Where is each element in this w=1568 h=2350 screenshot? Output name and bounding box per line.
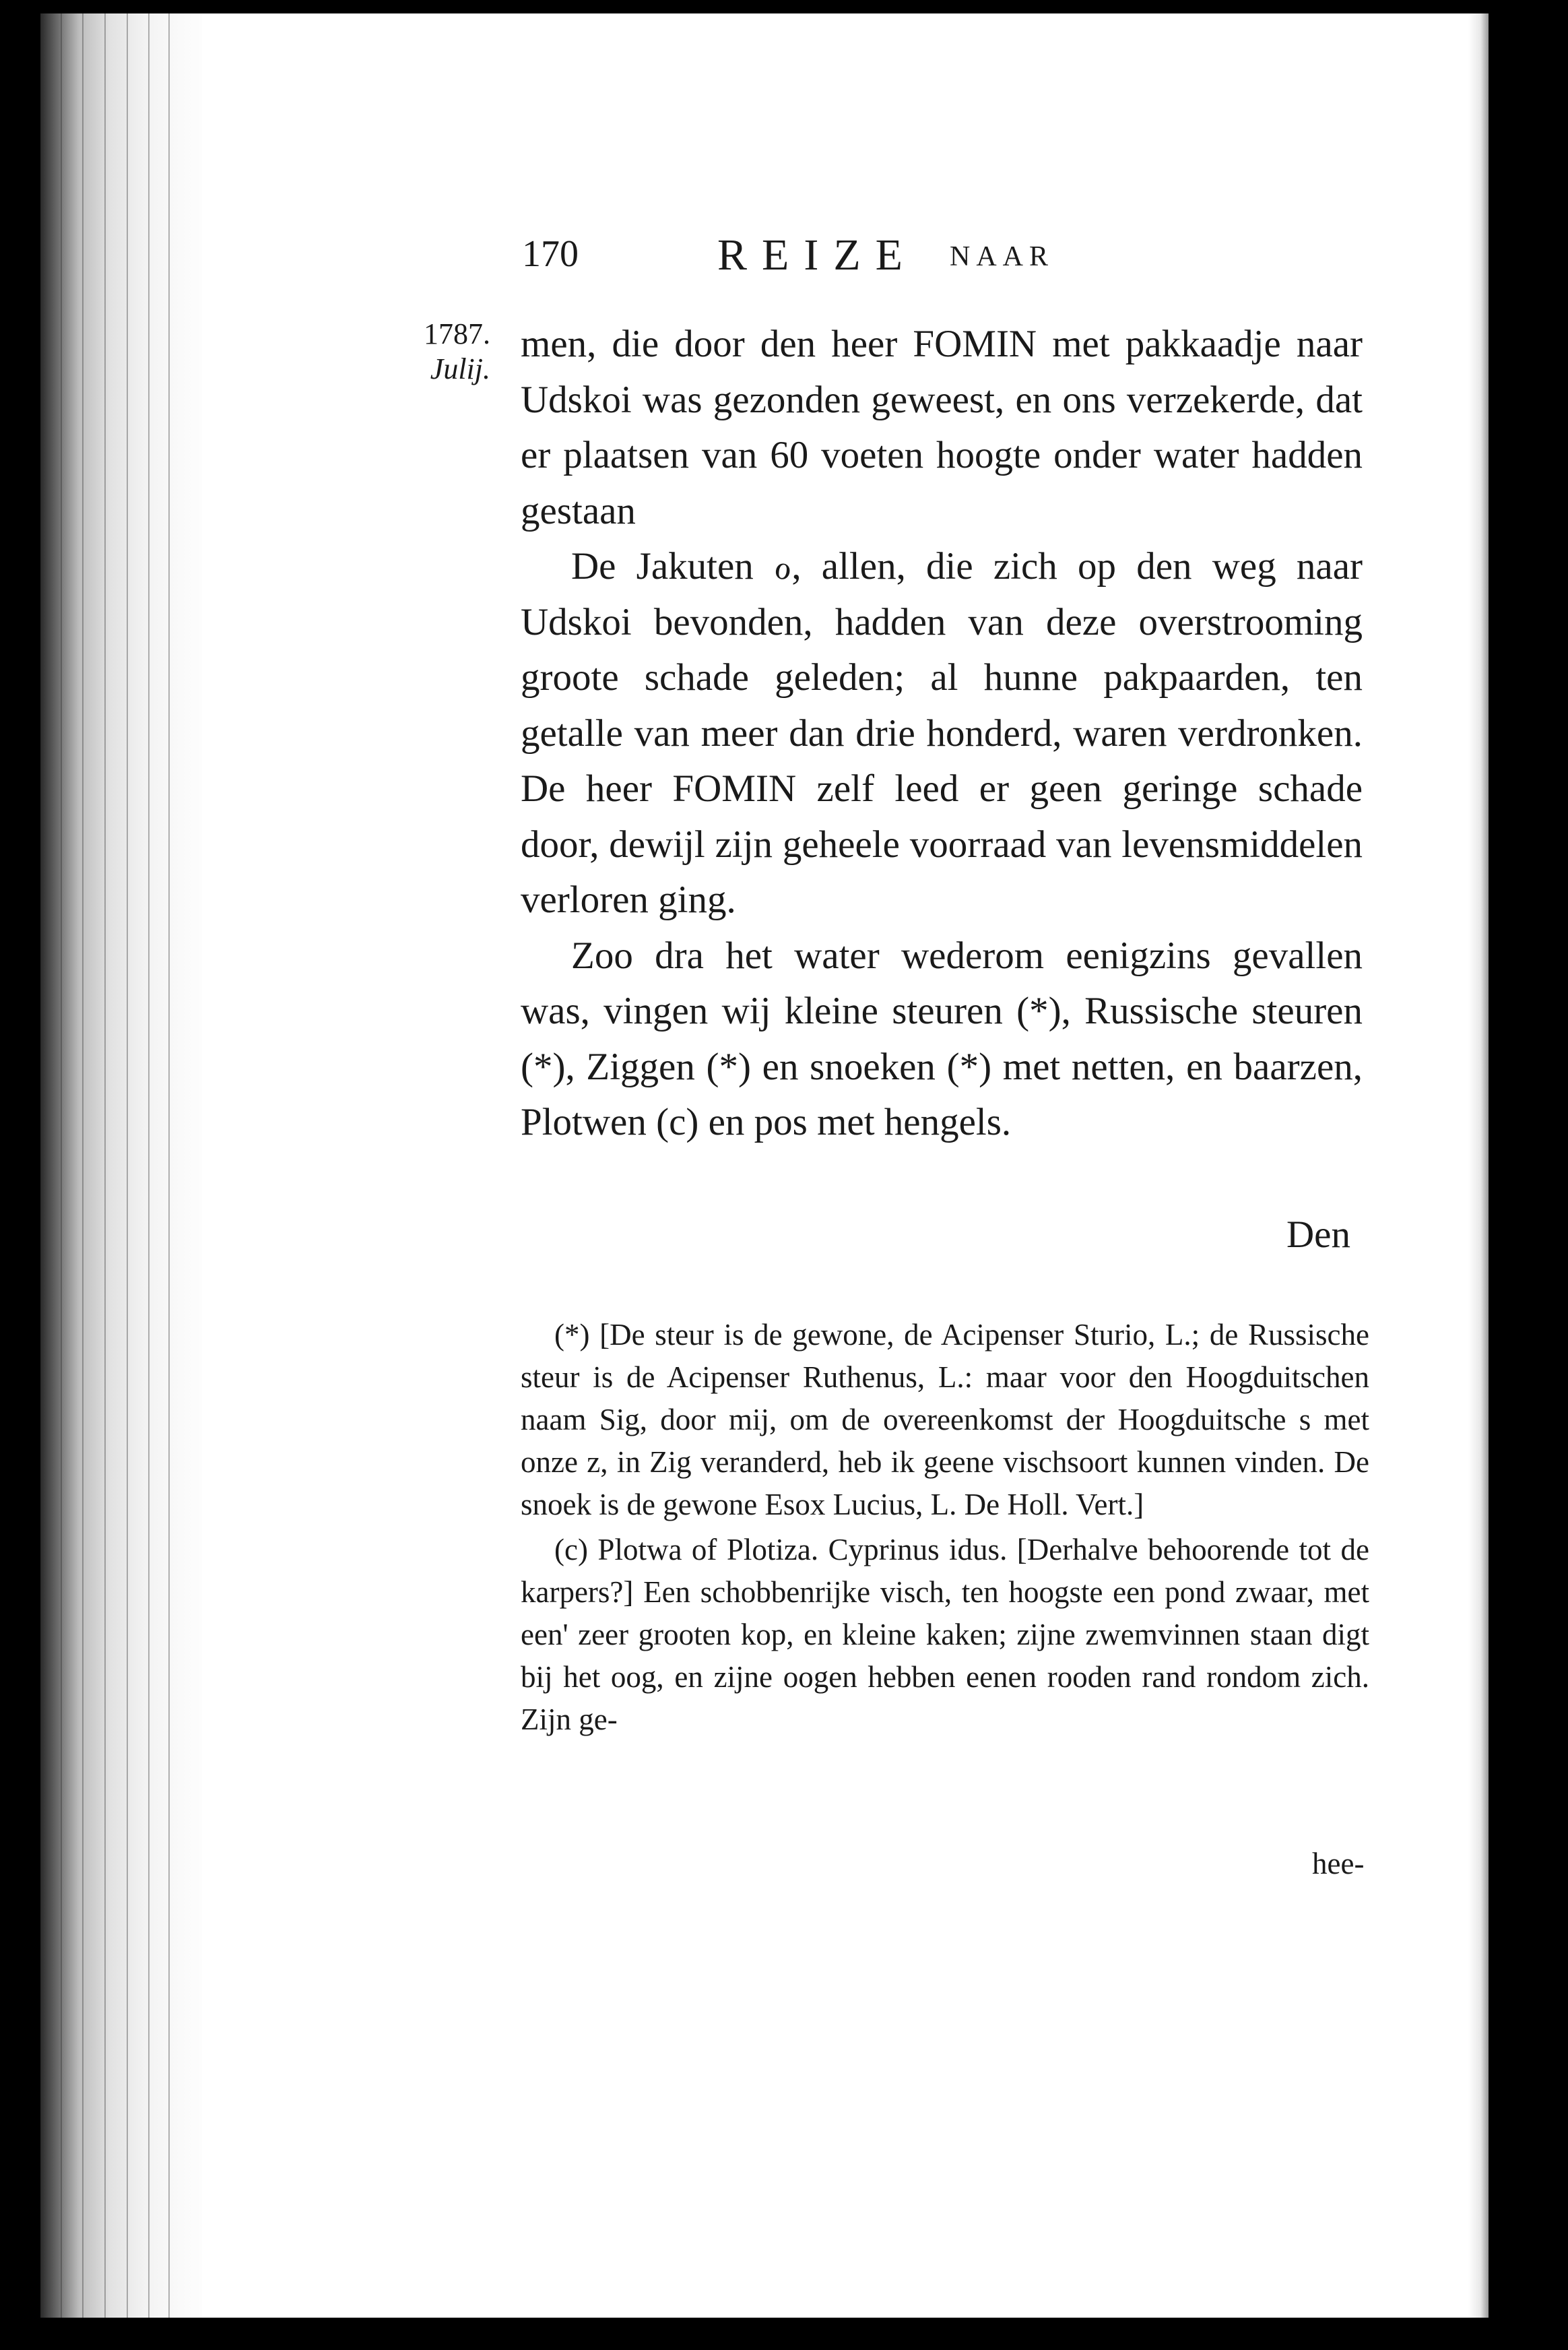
running-title-suffix: NAAR	[950, 241, 1055, 272]
footnotes	[521, 1314, 1369, 1741]
paragraph-3: Zoo dra het water wederom eenigzins gevallen was, vingen wij kleine steuren (*), Russische steuren (*), Ziggen (*) en snoeken (*) met netten, en baarzen, Plotwen (c) en pos met hengels.	[521, 934, 1363, 1143]
page-edges	[40, 13, 216, 2318]
paragraph-1: men, die door den heer FOMIN met pakkaadje naar Udskoi was gezonden geweest, en ons verzekerde, dat er plaatsen van 60 voeten hoogte onder water hadden gestaan	[521, 323, 1363, 532]
margin-note	[383, 317, 490, 387]
footnote-2: (c) Plotwa of Plotiza. Cyprinus idus. [Derhalve behoorende tot de karpers?] Een schobbenrijke visch, ten hoogste een pond zwaar, met een' zeer grooten kop, en kleine kaken; zijne zwemvinnen staan digt bij het oog, en zijne oogen hebben eenen rooden rand rondom zich. Zijn ge-	[521, 1533, 1369, 1736]
scan-border	[1489, 0, 1568, 2350]
footnote-catchword: hee-	[1312, 1847, 1365, 1880]
running-title: REIZE	[717, 230, 917, 280]
page-right-edge	[1468, 13, 1489, 2318]
margin-year: 1787.	[424, 317, 490, 350]
margin-month: Julij.	[430, 352, 490, 385]
main-text	[521, 317, 1363, 1151]
footnote-1: (*) [De steur is de gewone, de Acipenser Sturio, L.; de Russische steur is de Acipenser Ruthenus, L.: maar voor den Hoogduitschen naam Sig, door mij, om de overeenkomst der Hoogduitsche s met onze z, in Zig veranderd, heb ik geene vischsoort kunnen vinden. De snoek is de gewone Esox Lucius, L. De Holl. Vert.]	[521, 1318, 1369, 1521]
catchword: Den	[1286, 1213, 1350, 1256]
page-number: 170	[522, 233, 579, 275]
paragraph-2: De Jakuten ℴ, allen, die zich op den weg naar Udskoi bevonden, hadden van deze overstrooming groote schade geleden; al hunne pakpaarden, ten getalle van meer dan drie honderd, waren verdronken. De heer FOMIN zelf leed er geen geringe schade door, dewijl zijn geheele voorraad van levensmiddelen verloren ging.	[521, 545, 1363, 921]
page-header	[522, 232, 1196, 286]
